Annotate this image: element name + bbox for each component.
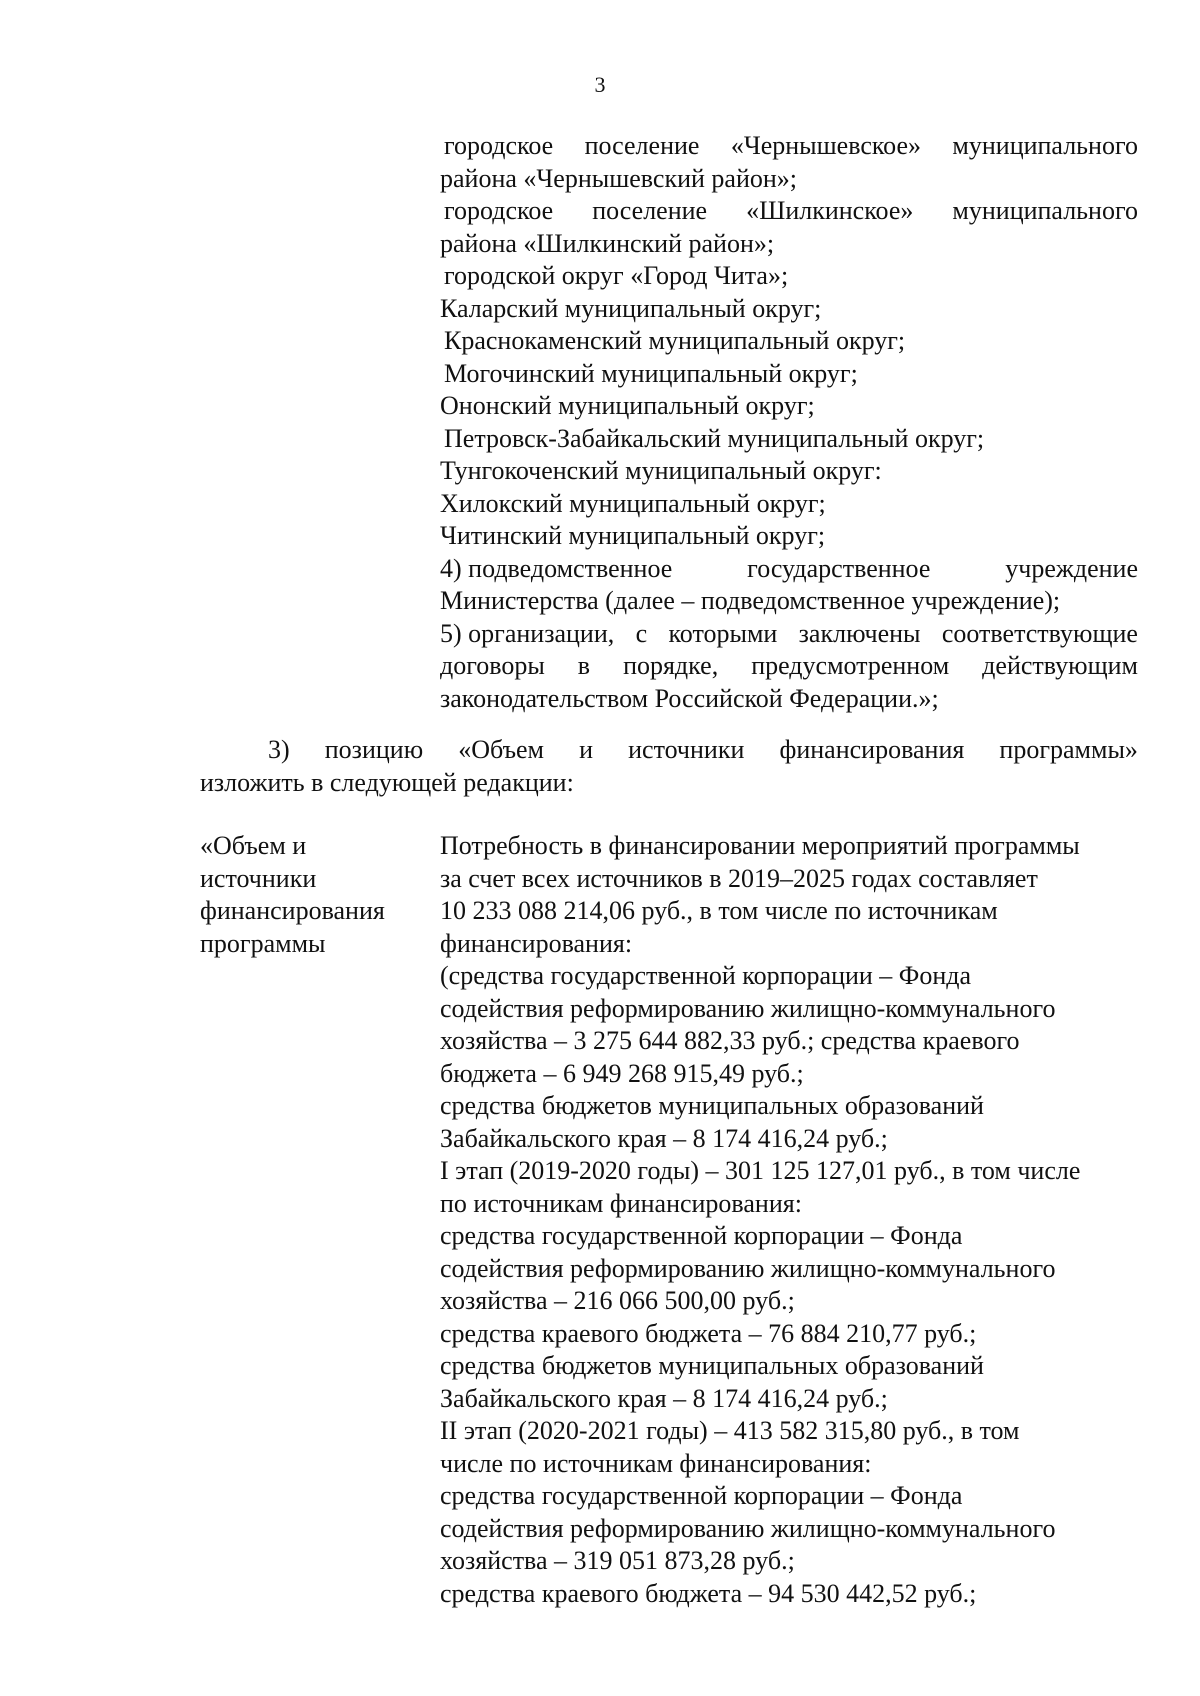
value-line: средства государственной корпорации – Фонда [440,1481,963,1510]
value-line: числе по источникам финансирования: [440,1448,872,1478]
point-4-continuation: Министерства (далее – подведомственное учреждение); [440,586,1061,615]
item-3-word: программы» [999,735,1138,764]
point-5-word: действующим [982,651,1138,680]
list-word: поселение [584,131,700,160]
value-line: хозяйства – 319 051 873,28 руб.; [440,1546,795,1575]
label-line: финансирования [200,896,385,925]
value-line: (средства государственной корпорации – Фонда [440,961,972,990]
list-word: городское [444,196,554,225]
value-line: Забайкальского края – 8 174 416,24 руб.; [440,1123,888,1153]
list-word: муниципального [952,131,1138,160]
value-line: 10 233 088 214,06 руб., в том числе по источникам [440,896,998,925]
list-item: Могочинский муниципальный округ; [444,358,858,388]
point-5-word: которыми [668,618,778,648]
value-line: хозяйства – 3 275 644 882,33 руб.; средства краевого [440,1026,1020,1055]
list-item: Каларский муниципальный округ; [440,293,822,323]
value-line: средства бюджетов муниципальных образований [440,1091,984,1120]
item-3-word: финансирования [779,735,965,764]
financing-value-cell [440,830,1140,1610]
list-item: Хилокский муниципальный округ; [440,488,826,518]
point-5-word: в [577,651,591,680]
point-5-word: с [635,618,648,648]
page-number: 3 [594,72,606,97]
list-item-continuation: района «Шилкинский район»; [440,228,775,258]
point-4-word: учреждение [1005,553,1138,583]
point-5-word: предусмотренном [751,651,950,680]
value-line: за счет всех источников в 2019–2025 годах составляет [440,863,1038,893]
point-5-line [440,618,1138,651]
point-5-line [440,650,1138,683]
value-line: по источникам финансирования: [440,1188,802,1218]
point-5-word: порядке, [623,651,719,680]
value-line: содействия реформированию жилищно-коммунального [440,993,1056,1023]
list-item-continuation: района «Чернышевский район»; [440,163,798,193]
list-word: муниципального [952,196,1138,225]
item-3-line: изложить в следующей редакции: [200,767,574,797]
point-4-word: государственное [747,553,931,583]
point-5-word: заключены [798,618,921,648]
point-5-line: законодательством Российской Федерации.»; [440,683,939,713]
value-line: финансирования: [440,928,633,958]
item-3-line [200,734,1138,767]
value-line: Потребность в финансировании мероприятий программы [440,831,1080,860]
label-line: источники [200,863,317,893]
label-line: «Объем и [200,831,307,860]
item-3-word: «Объем [458,735,545,764]
financing-label-cell [200,830,430,960]
point-5-word: 5) организации, [440,618,615,648]
value-line: хозяйства – 216 066 500,00 руб.; [440,1286,795,1315]
item-3-word: позицию [324,735,424,764]
list-item: городской округ «Город Чита»; [444,261,789,290]
value-line: содействия реформированию жилищно-коммунального [440,1253,1056,1283]
point-5-word: договоры [440,651,545,680]
list-item [440,130,1138,163]
list-word: «Чернышевское» [730,131,922,160]
list-word: городское [444,131,554,160]
value-line: I этап (2019-2020 годы) – 301 125 127,01 руб., в том числе [440,1156,1081,1185]
list-item: Петровск-Забайкальский муниципальный округ; [444,423,985,453]
list-item: Ононский муниципальный округ; [440,391,815,420]
point-4-word: 4) подведомственное [440,553,673,583]
value-line: содействия реформированию жилищно-коммунального [440,1513,1056,1543]
municipal-list [440,130,1138,715]
label-line: программы [200,928,326,958]
list-item: Тунгокоченский муниципальный округ: [440,456,882,485]
point-5-word: соответствующие [941,618,1138,648]
list-item [440,195,1138,228]
list-item: Краснокаменский муниципальный округ; [444,326,906,355]
value-line: Забайкальского края – 8 174 416,24 руб.; [440,1383,888,1413]
value-line: средства краевого бюджета – 94 530 442,52 руб.; [440,1578,977,1608]
list-word: «Шилкинское» [746,196,914,225]
value-line: средства краевого бюджета – 76 884 210,77 руб.; [440,1318,977,1348]
item-3-word: 3) [268,735,290,764]
value-line: II этап (2020-2021 годы) – 413 582 315,80 руб., в том [440,1416,1020,1445]
value-line: средства государственной корпорации – Фонда [440,1221,963,1250]
value-line: средства бюджетов муниципальных образований [440,1351,984,1380]
list-item: Читинский муниципальный округ; [440,521,826,550]
list-word: поселение [592,196,708,225]
point-4 [440,553,1138,586]
value-line: бюджета – 6 949 268 915,49 руб.; [440,1058,804,1088]
item-3-word: источники [628,735,745,764]
item-3-paragraph [200,734,1138,799]
item-3-word: и [579,735,594,764]
